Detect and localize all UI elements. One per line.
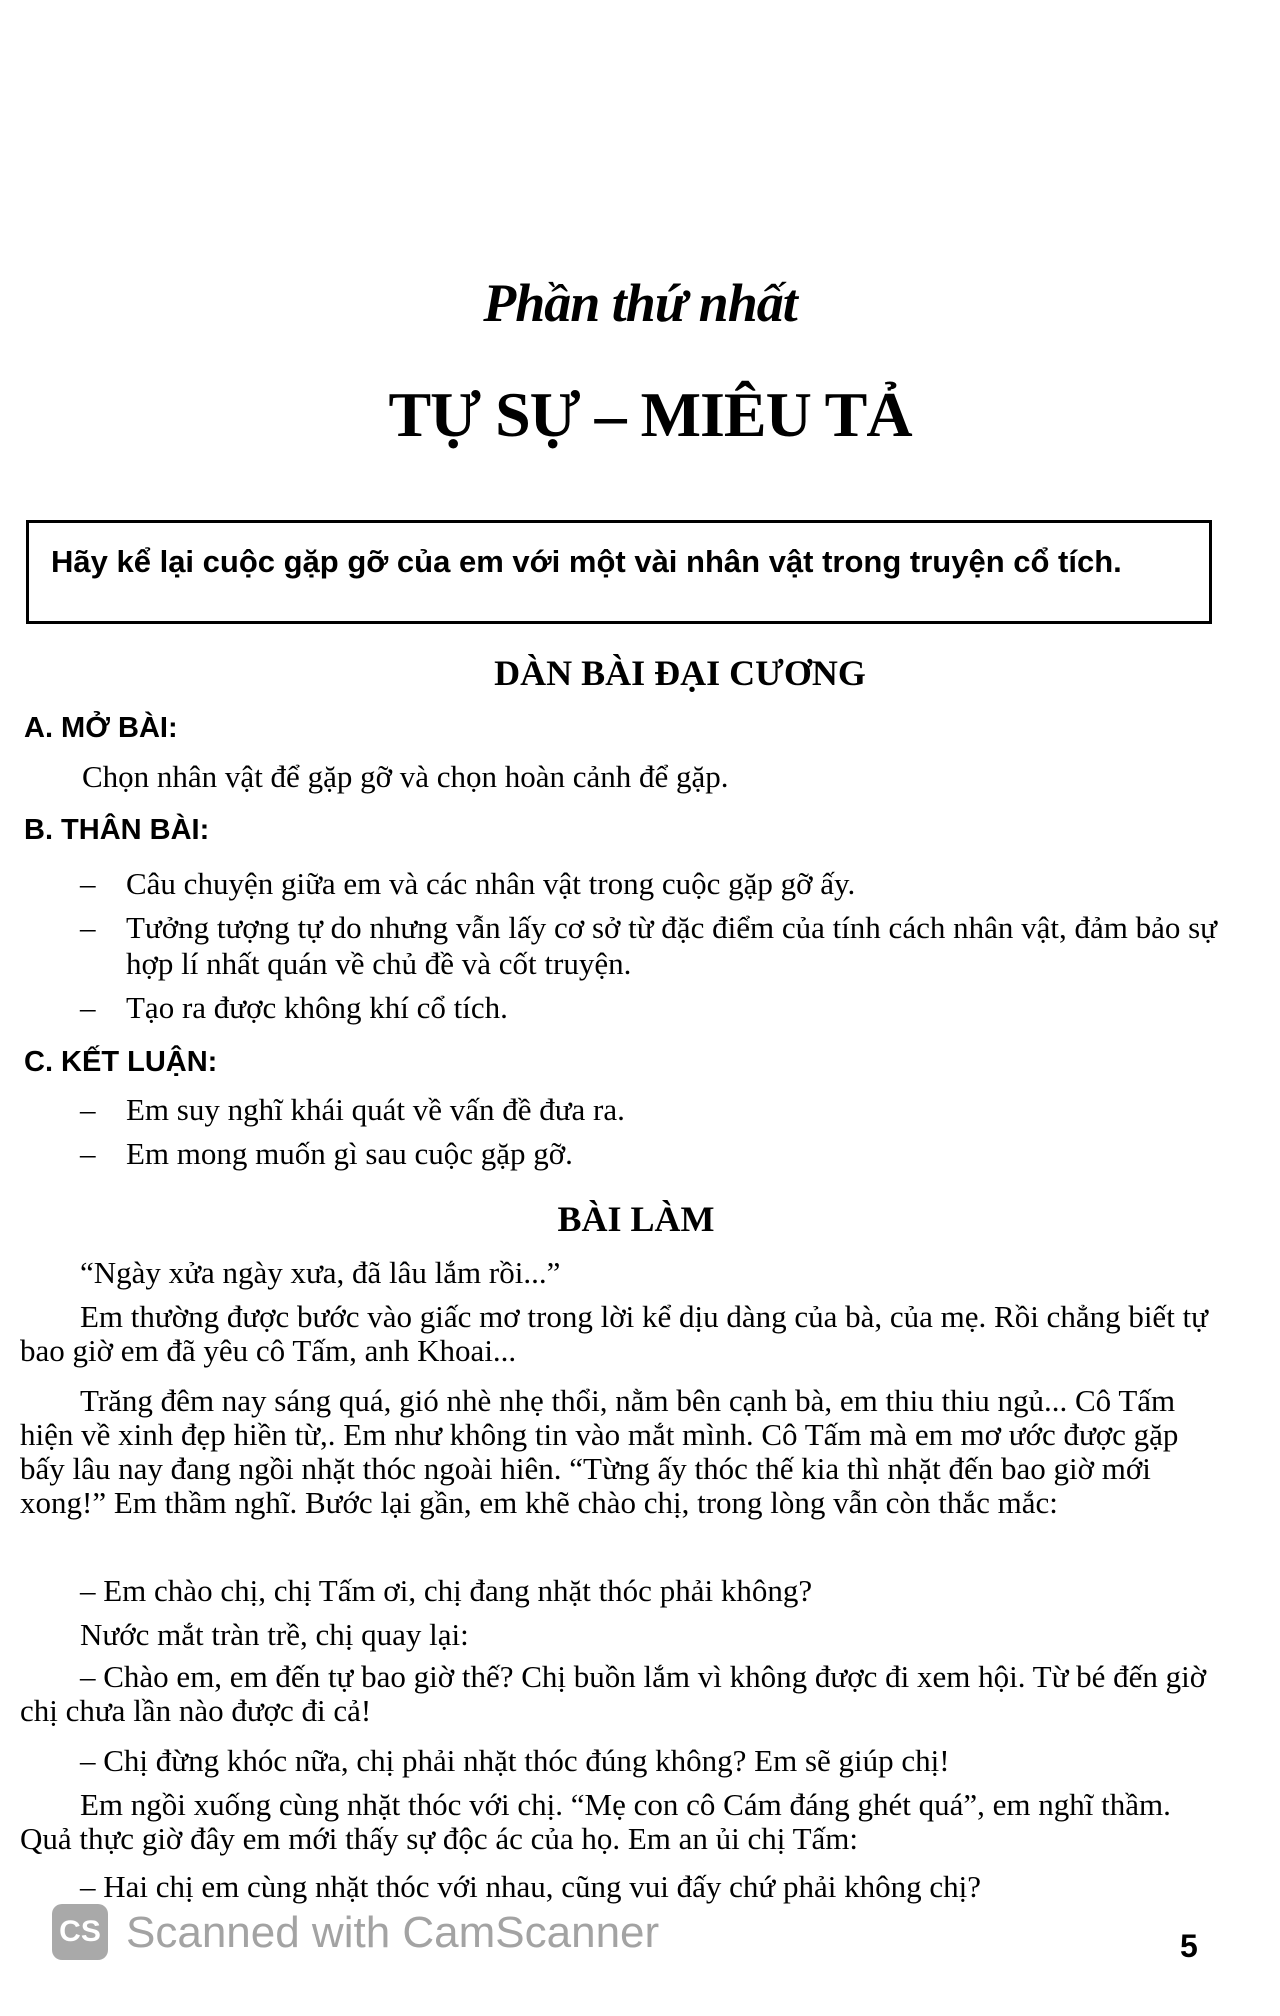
essay-paragraph-text: Em ngồi xuống cùng nhặt thóc với chị. “Mẹ con cô Cám đáng ghét quá”, em nghĩ thầm. Quả thực giờ đây em mới thấy sự độc ác của họ. Em an ủi chị Tấm: bbox=[20, 1787, 1171, 1856]
than-bai-item: – Tưởng tượng tự do nhưng vẫn lấy cơ sở từ đặc điểm của tính cách nhân vật, đảm bảo sự hợp lí nhất quán về chủ đề và cốt truyện. bbox=[80, 910, 1220, 982]
main-title: TỰ SỰ – MIÊU TẢ bbox=[388, 379, 912, 450]
than-bai-item: – Câu chuyện giữa em và các nhân vật trong cuộc gặp gỡ ấy. bbox=[80, 866, 1220, 902]
outline-heading: DÀN BÀI ĐẠI CƯƠNG bbox=[494, 653, 866, 693]
camscanner-watermark bbox=[52, 1904, 692, 1966]
than-bai-item-text: Tạo ra được không khí cổ tích. bbox=[126, 990, 508, 1025]
part-title: Phần thứ nhất bbox=[483, 273, 797, 333]
essay-paragraph-text: – Chị đừng khóc nữa, chị phải nhặt thóc đúng không? Em sẽ giúp chị! bbox=[80, 1743, 950, 1778]
than-bai-item-text: Tưởng tượng tự do nhưng vẫn lấy cơ sở từ đặc điểm của tính cách nhân vật, đảm bảo sự hợp lí nhất quán về chủ đề và cốt truyện. bbox=[126, 910, 1217, 981]
ket-luan-item: – Em suy nghĩ khái quát về vấn đề đưa ra. bbox=[80, 1092, 1220, 1128]
than-bai-item: – Tạo ra được không khí cổ tích. bbox=[80, 990, 1220, 1026]
essay-paragraph bbox=[20, 1300, 1216, 1368]
essay-paragraph bbox=[20, 1384, 1216, 1520]
section-label-than-bai: B. THÂN BÀI: bbox=[24, 814, 210, 846]
ket-luan-item: – Em mong muốn gì sau cuộc gặp gỡ. bbox=[80, 1136, 1220, 1172]
essay-paragraph bbox=[20, 1256, 1216, 1290]
essay-paragraph-text: Nước mắt tràn trề, chị quay lại: bbox=[80, 1617, 469, 1652]
ket-luan-item-text: Em suy nghĩ khái quát về vấn đề đưa ra. bbox=[126, 1092, 625, 1127]
essay-paragraph-text: – Hai chị em cùng nhặt thóc với nhau, cũng vui đấy chứ phải không chị? bbox=[80, 1869, 981, 1904]
essay-paragraph-text: Em thường được bước vào giấc mơ trong lời kể dịu dàng của bà, của mẹ. Rồi chẳng biết tự bao giờ em đã yêu cô Tấm, anh Khoai... bbox=[20, 1299, 1208, 1368]
essay-paragraph bbox=[20, 1788, 1216, 1856]
camscanner-logo-icon: CS bbox=[52, 1904, 108, 1960]
ket-luan-item-text: Em mong muốn gì sau cuộc gặp gỡ. bbox=[126, 1136, 573, 1171]
prompt-box bbox=[26, 520, 1212, 624]
than-bai-item-text: Câu chuyện giữa em và các nhân vật trong cuộc gặp gỡ ấy. bbox=[126, 866, 856, 901]
essay-paragraph bbox=[20, 1574, 1216, 1608]
essay-paragraph bbox=[20, 1744, 1216, 1778]
essay-paragraph-text: Trăng đêm nay sáng quá, gió nhè nhẹ thổi, nằm bên cạnh bà, em thiu thiu ngủ... Cô Tấm hiện về xinh đẹp hiền từ,. Em như không tin vào mắt mình. Cô Tấm mà em mơ ước được gặp bấy lâu nay đang ngồi nhặt thóc ngoài hiên. “Từng ấy thóc thế kia thì nhặt đến bao giờ mới xong!” Em thầm nghĩ. Bước lại gần, em khẽ chào chị, trong lòng vẫn còn thắc mắc: bbox=[20, 1383, 1179, 1520]
essay-paragraph bbox=[20, 1618, 1216, 1652]
essay-paragraph bbox=[20, 1870, 1216, 1904]
section-label-mo-bai: A. MỞ BÀI: bbox=[24, 712, 178, 744]
essay-heading: BÀI LÀM bbox=[557, 1199, 715, 1239]
page-number: 5 bbox=[1180, 1928, 1198, 1964]
prompt-text: Hãy kể lại cuộc gặp gỡ của em với một vài nhân vật trong truyện cổ tích. bbox=[51, 544, 1122, 579]
essay-paragraph-text: “Ngày xửa ngày xưa, đã lâu lắm rồi...” bbox=[80, 1255, 561, 1290]
mo-bai-text: Chọn nhân vật để gặp gỡ và chọn hoàn cảnh để gặp. bbox=[82, 759, 729, 794]
section-label-ket-luan: C. KẾT LUẬN: bbox=[24, 1046, 218, 1078]
essay-paragraph-text: – Em chào chị, chị Tấm ơi, chị đang nhặt thóc phải không? bbox=[80, 1573, 813, 1608]
essay-paragraph bbox=[20, 1660, 1216, 1728]
essay-paragraph-text: – Chào em, em đến tự bao giờ thế? Chị buồn lắm vì không được đi xem hội. Từ bé đến giờ chị chưa lần nào được đi cả! bbox=[20, 1659, 1207, 1728]
watermark-text: Scanned with CamScanner bbox=[126, 1908, 660, 1957]
